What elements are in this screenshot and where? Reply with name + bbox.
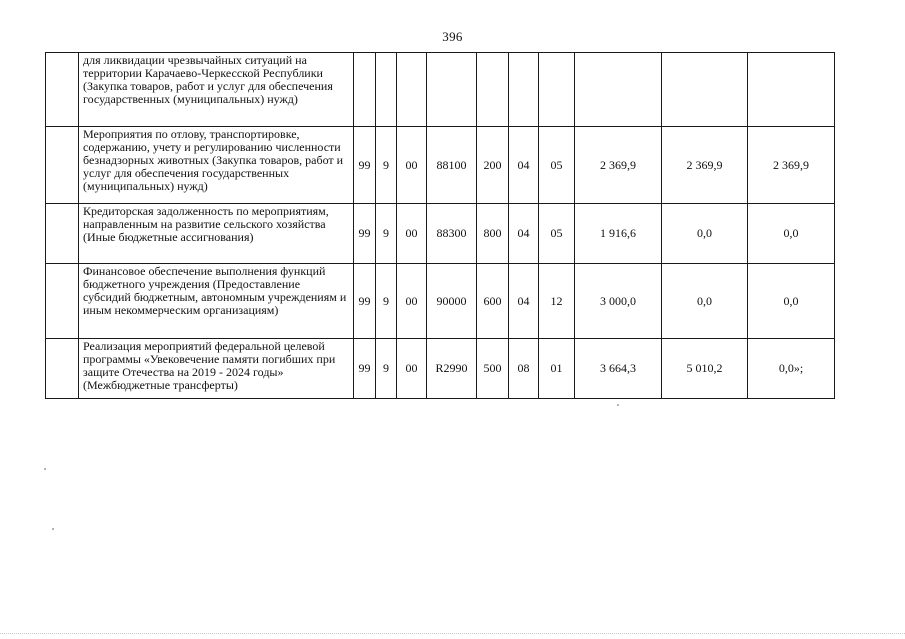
subprogram-code-cell: 9 bbox=[376, 127, 397, 204]
amount-year1-cell bbox=[575, 53, 662, 127]
direction-code-cell: R2990 bbox=[427, 339, 477, 399]
direction-code-cell: 88100 bbox=[427, 127, 477, 204]
table-row bbox=[46, 127, 835, 204]
scan-edge-line bbox=[0, 633, 905, 634]
table-row bbox=[46, 339, 835, 399]
amount-year1-cell: 2 369,9 bbox=[575, 127, 662, 204]
amount-year2-cell: 5 010,2 bbox=[662, 339, 748, 399]
subprogram-code-cell: 9 bbox=[376, 204, 397, 264]
scan-speck bbox=[44, 468, 46, 470]
amount-year1-cell: 3 000,0 bbox=[575, 264, 662, 339]
event-code-cell: 00 bbox=[397, 127, 427, 204]
table-row bbox=[46, 53, 835, 127]
direction-code-cell: 90000 bbox=[427, 264, 477, 339]
subsection-cell bbox=[539, 53, 575, 127]
amount-year1-cell: 3 664,3 bbox=[575, 339, 662, 399]
amount-year3-cell: 0,0»; bbox=[748, 339, 835, 399]
amount-year3-cell: 2 369,9 bbox=[748, 127, 835, 204]
description-cell: Реализация мероприятий федеральной целевой программы «Увековечение памяти погибших при защите Отечества на 2019 - 2024 годы» (Межбюджетные трансферты) bbox=[79, 339, 354, 399]
amount-year2-cell: 0,0 bbox=[662, 264, 748, 339]
subprogram-code-cell bbox=[376, 53, 397, 127]
subsection-cell: 01 bbox=[539, 339, 575, 399]
index-cell bbox=[46, 53, 79, 127]
section-cell: 04 bbox=[509, 127, 539, 204]
expense-type-cell: 600 bbox=[477, 264, 509, 339]
description-cell: Финансовое обеспечение выполнения функций бюджетного учреждения (Предоставление субсидий бюджетным, автономным учреждениям и иным некоммерческим организациям) bbox=[79, 264, 354, 339]
budget-table bbox=[45, 52, 835, 399]
event-code-cell: 00 bbox=[397, 339, 427, 399]
amount-year3-cell bbox=[748, 53, 835, 127]
program-code-cell: 99 bbox=[354, 127, 376, 204]
subsection-cell: 12 bbox=[539, 264, 575, 339]
index-cell bbox=[46, 264, 79, 339]
section-cell: 04 bbox=[509, 204, 539, 264]
scan-speck bbox=[52, 528, 54, 530]
table-row bbox=[46, 204, 835, 264]
index-cell bbox=[46, 127, 79, 204]
subsection-cell: 05 bbox=[539, 127, 575, 204]
description-cell: Мероприятия по отлову, транспортировке, содержанию, учету и регулированию численности безнадзорных животных (Закупка товаров, работ и услуг для обеспечения государственных (муниципальных) нужд) bbox=[79, 127, 354, 204]
subprogram-code-cell: 9 bbox=[376, 264, 397, 339]
event-code-cell: 00 bbox=[397, 204, 427, 264]
amount-year3-cell: 0,0 bbox=[748, 204, 835, 264]
expense-type-cell bbox=[477, 53, 509, 127]
amount-year1-cell: 1 916,6 bbox=[575, 204, 662, 264]
amount-year3-cell: 0,0 bbox=[748, 264, 835, 339]
index-cell bbox=[46, 339, 79, 399]
table-row bbox=[46, 264, 835, 339]
program-code-cell bbox=[354, 53, 376, 127]
index-cell bbox=[46, 204, 79, 264]
description-cell: для ликвидации чрезвычайных ситуаций на территории Карачаево-Черкесской Республики (Закупка товаров, работ и услуг для обеспечения государственных (муниципальных) нужд) bbox=[79, 53, 354, 127]
subprogram-code-cell: 9 bbox=[376, 339, 397, 399]
section-cell bbox=[509, 53, 539, 127]
direction-code-cell bbox=[427, 53, 477, 127]
expense-type-cell: 800 bbox=[477, 204, 509, 264]
section-cell: 04 bbox=[509, 264, 539, 339]
scan-speck bbox=[617, 404, 619, 406]
amount-year2-cell bbox=[662, 53, 748, 127]
program-code-cell: 99 bbox=[354, 264, 376, 339]
section-cell: 08 bbox=[509, 339, 539, 399]
program-code-cell: 99 bbox=[354, 204, 376, 264]
expense-type-cell: 200 bbox=[477, 127, 509, 204]
direction-code-cell: 88300 bbox=[427, 204, 477, 264]
subsection-cell: 05 bbox=[539, 204, 575, 264]
expense-type-cell: 500 bbox=[477, 339, 509, 399]
page-number: 396 bbox=[442, 29, 463, 44]
event-code-cell bbox=[397, 53, 427, 127]
program-code-cell: 99 bbox=[354, 339, 376, 399]
amount-year2-cell: 2 369,9 bbox=[662, 127, 748, 204]
event-code-cell: 00 bbox=[397, 264, 427, 339]
description-cell: Кредиторская задолженность по мероприятиям, направленным на развитие сельского хозяйства (Иные бюджетные ассигнования) bbox=[79, 204, 354, 264]
amount-year2-cell: 0,0 bbox=[662, 204, 748, 264]
